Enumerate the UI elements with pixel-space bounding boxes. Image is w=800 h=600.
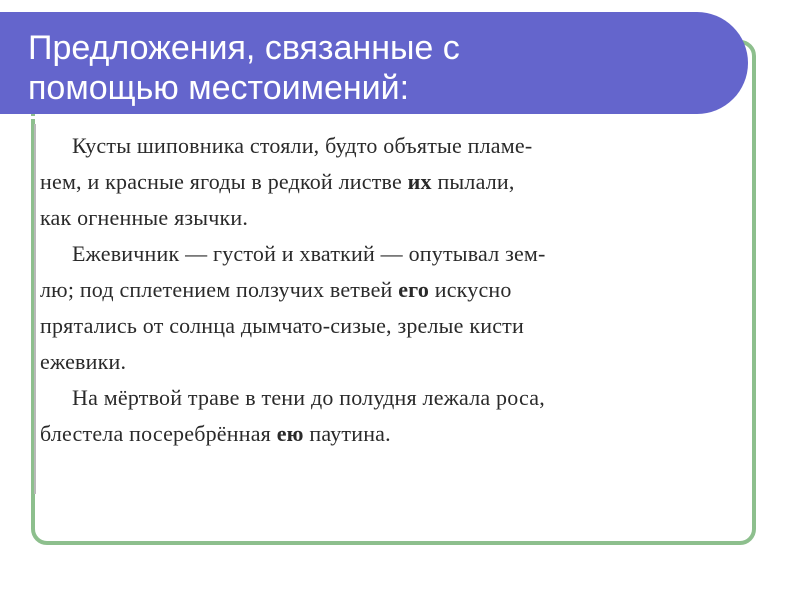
scanned-text-excerpt <box>40 128 720 452</box>
text-fragment: блестела посеребрённая <box>40 421 277 446</box>
text-fragment: паутина. <box>303 421 391 446</box>
highlighted-pronoun: ею <box>276 421 304 446</box>
paragraph-3-line-1: На мёртвой траве в тени до полудня лежала роса, <box>72 385 545 410</box>
paragraph-2-line-1: Ежевичник — густой и хваткий — опутывал зем- <box>72 241 546 266</box>
paragraph-1-line-2 <box>40 164 720 200</box>
paragraph-2 <box>40 236 720 380</box>
paragraph-2-line-2 <box>40 272 720 308</box>
paragraph-2-line-3: прятались от солнца дымчато-сизые, зрелые кисти <box>40 313 524 338</box>
slide-title-line-2: помощью местоимений: <box>28 69 410 107</box>
slide-title-line-1: Предложения, связанные с <box>28 29 460 67</box>
paragraph-2-line-4: ежевики. <box>40 349 127 374</box>
text-fragment: лю; под сплетением ползучих ветвей <box>40 277 399 302</box>
highlighted-pronoun: его <box>398 277 430 302</box>
title-underline <box>28 116 706 119</box>
text-fragment: искусно <box>429 277 512 302</box>
paragraph-1-line-3: как огненные язычки. <box>40 205 249 230</box>
paragraph-1 <box>40 128 720 236</box>
title-bar <box>0 12 748 114</box>
paragraph-3-line-2 <box>40 416 720 452</box>
slide-title <box>28 28 460 108</box>
text-fragment: нем, и красные ягоды в редкой листве <box>40 169 408 194</box>
paragraph-3 <box>40 380 720 452</box>
text-fragment: пылали, <box>431 169 515 194</box>
scan-edge-line <box>34 124 36 494</box>
paragraph-1-line-1: Кусты шиповника стояли, будто объятые пламе- <box>72 133 533 158</box>
highlighted-pronoun: их <box>407 169 432 194</box>
